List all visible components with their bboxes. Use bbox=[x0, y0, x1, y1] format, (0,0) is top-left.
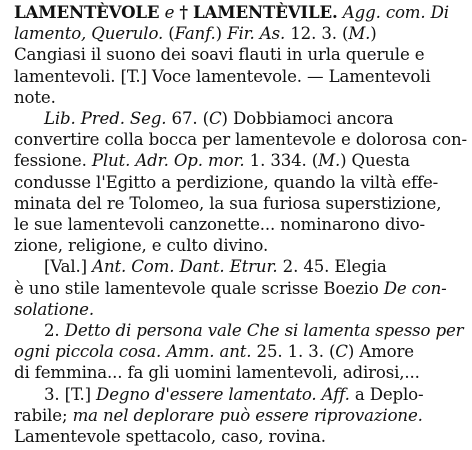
text-run: ] bbox=[84, 384, 97, 404]
text-line bbox=[14, 214, 466, 235]
text-run: 3. [ bbox=[44, 384, 71, 404]
text-run: condusse l'Egitto a perdizione, quando la viltà effe- bbox=[14, 172, 439, 192]
text-run: ma nel deplorare può essere riprovazione. bbox=[72, 405, 423, 425]
text-line bbox=[14, 320, 466, 341]
text-run: Cangiasi il suono dei soavi flauti in urla querule e bbox=[14, 45, 425, 65]
text-line bbox=[14, 66, 466, 87]
text-line bbox=[14, 172, 466, 193]
text-line bbox=[14, 235, 466, 256]
text-run: ogni piccola cosa. Amm. ant. bbox=[14, 342, 252, 362]
conjunction: e bbox=[164, 3, 175, 22]
text-run: Detto di persona vale Che si lamenta spesso per bbox=[64, 321, 464, 341]
text-line bbox=[14, 362, 466, 383]
text-line bbox=[14, 299, 466, 320]
text-run: Degno d'essere lamentato. Aff. bbox=[96, 384, 350, 404]
text-run: a Deplo- bbox=[349, 384, 424, 404]
text-line bbox=[14, 23, 466, 44]
text-run: ) bbox=[215, 24, 228, 44]
text-run: Ant. Com. Dant. Etrur. bbox=[92, 257, 278, 277]
text-line bbox=[14, 108, 466, 129]
text-run: note. bbox=[14, 87, 56, 107]
text-run: ) Amore bbox=[347, 342, 414, 362]
text-line bbox=[14, 129, 466, 150]
text-run: ) Dobbiamoci ancora bbox=[221, 109, 394, 129]
text-run: T. bbox=[126, 66, 141, 86]
text-line bbox=[14, 384, 466, 405]
text-run: 67. ( bbox=[166, 109, 209, 129]
text-run: M. bbox=[348, 24, 371, 44]
text-run: ) Questa bbox=[340, 151, 410, 171]
text-run: lamentevoli. [ bbox=[14, 66, 127, 86]
text-run: lamento, Querulo. bbox=[14, 24, 164, 44]
text-line bbox=[14, 87, 466, 108]
text-run: Plut. Adr. Op. mor. bbox=[91, 151, 245, 171]
text-run: è uno stile lamentevole quale scrisse Boezio bbox=[14, 278, 384, 298]
entry-body bbox=[14, 23, 466, 447]
text-run: solatione. bbox=[14, 299, 94, 319]
text-line bbox=[14, 278, 466, 299]
text-run: 25. 1. 3. ( bbox=[251, 342, 336, 362]
text-line bbox=[14, 150, 466, 171]
text-run: De con- bbox=[383, 278, 447, 298]
text-run: C bbox=[208, 109, 222, 129]
grammar-label: Agg. com. bbox=[342, 3, 426, 22]
text-run: [Val.] bbox=[44, 257, 93, 277]
text-run: rabile; bbox=[14, 405, 73, 425]
text-run: 2. bbox=[44, 321, 65, 341]
entry-header bbox=[14, 2, 466, 23]
text-run: 2. 45. Elegia bbox=[277, 257, 387, 277]
text-run: ( bbox=[163, 24, 175, 44]
text-line bbox=[14, 405, 466, 426]
text-run: convertire colla bocca per lamentevole e dolorosa con- bbox=[14, 130, 467, 150]
text-run: 1. 334. ( bbox=[244, 151, 319, 171]
text-run: T. bbox=[70, 384, 85, 404]
text-line bbox=[14, 44, 466, 65]
text-run: ] Voce lamentevole. — Lamentevoli bbox=[140, 66, 431, 86]
headword: LAMENTÈVOLE bbox=[14, 2, 160, 22]
text-line bbox=[14, 256, 466, 277]
text-run: minata del re Tolomeo, la sua furiosa superstizione, bbox=[14, 193, 442, 213]
text-run: Lib. Pred. Seg. bbox=[44, 109, 167, 129]
text-run: fessione. bbox=[14, 151, 92, 171]
text-run: 12. 3. ( bbox=[285, 24, 349, 44]
text-run: di femmina... fa gli uomini lamentevoli, adirosi,... bbox=[14, 363, 420, 383]
text-line bbox=[14, 341, 466, 362]
text-run: C bbox=[335, 342, 348, 362]
dagger-mark: † bbox=[179, 2, 188, 22]
text-line bbox=[14, 426, 466, 447]
text-run: M. bbox=[318, 151, 341, 171]
text-line bbox=[14, 193, 466, 214]
text-run: ) bbox=[370, 24, 377, 44]
variant-headword: LAMENTÈVILE. bbox=[193, 2, 338, 22]
text-run: Fanf. bbox=[174, 24, 216, 44]
text-run: Fir. As. bbox=[227, 24, 286, 44]
definition-start: Di bbox=[430, 3, 449, 22]
text-run: le sue lamentevoli canzonette... nominarono divo- bbox=[14, 215, 425, 235]
text-run: Lamentevole spettacolo, caso, rovina. bbox=[14, 427, 326, 447]
text-run: zione, religione, e culto divino. bbox=[14, 236, 269, 256]
